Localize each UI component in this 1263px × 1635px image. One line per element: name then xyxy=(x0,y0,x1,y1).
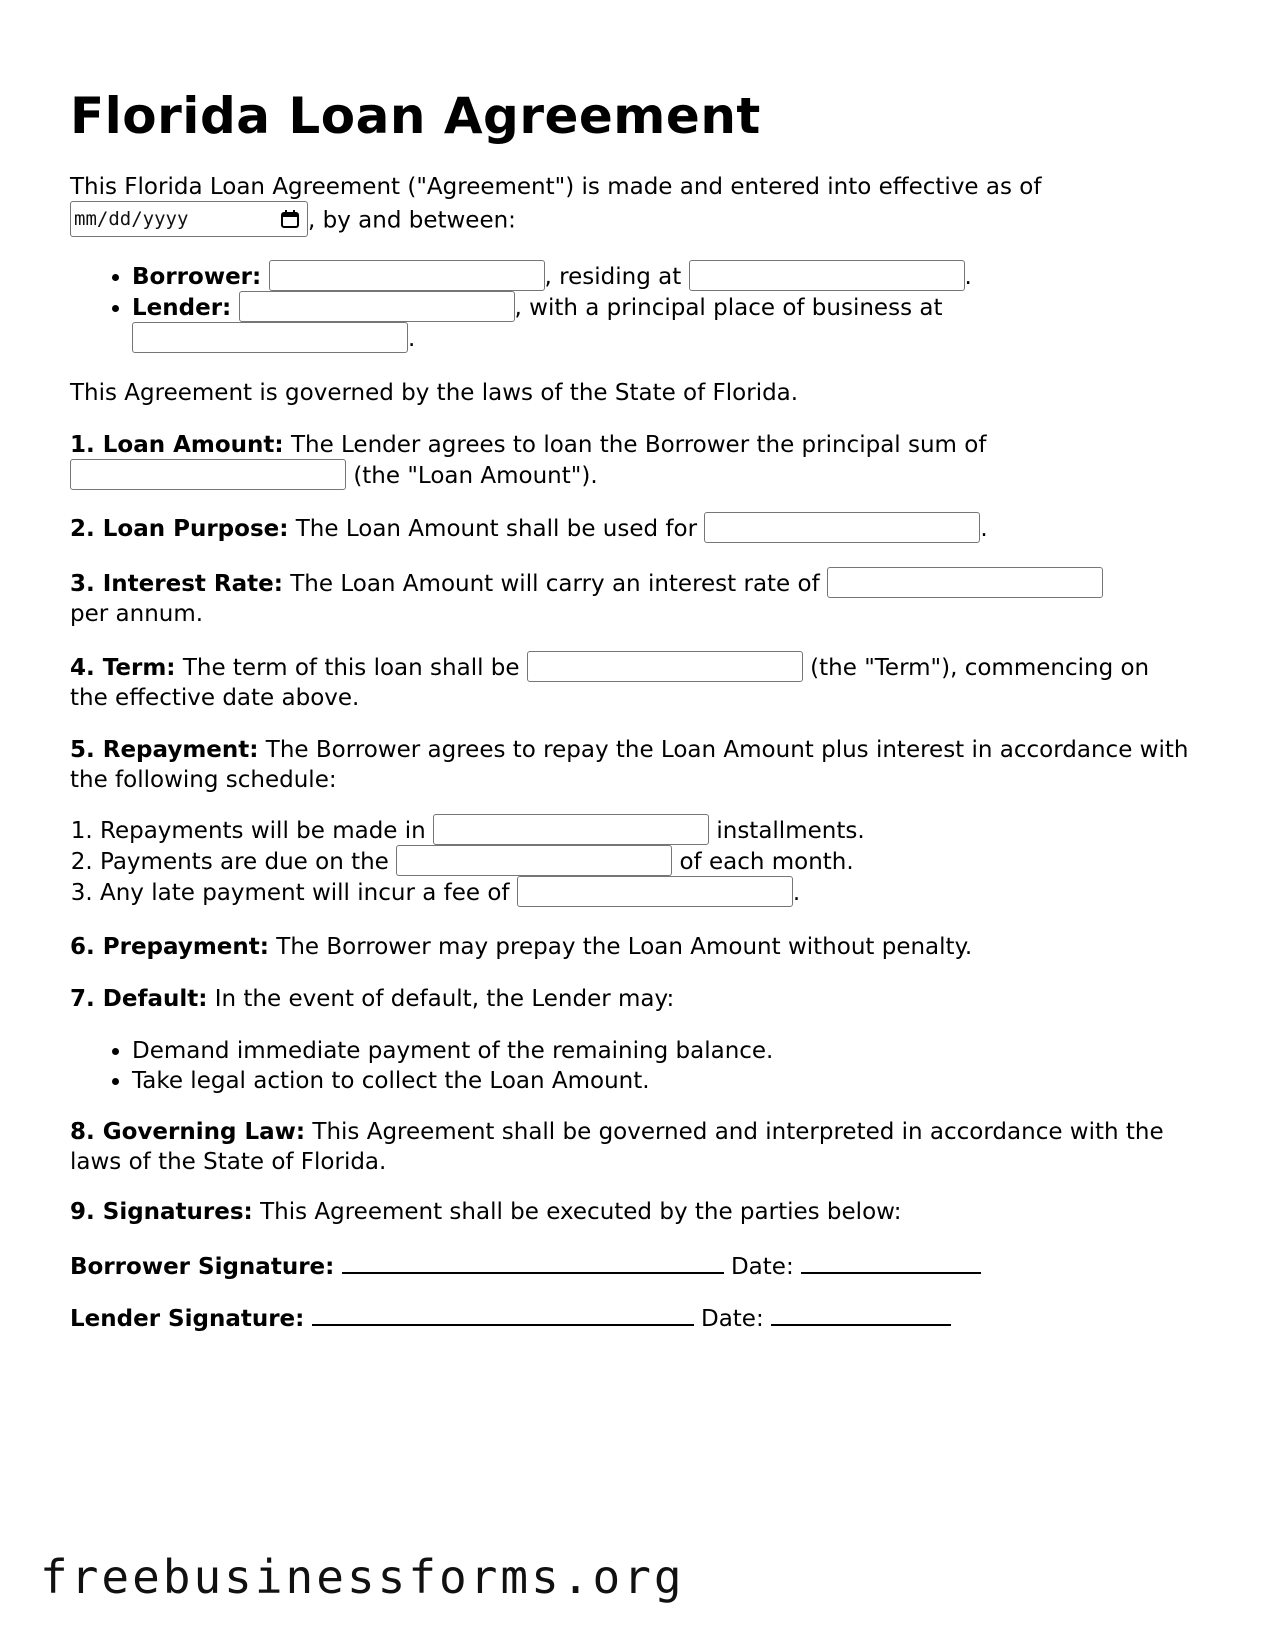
intro-after-date: , by and between: xyxy=(308,207,516,234)
list-item xyxy=(100,878,1190,909)
repayment-schedule xyxy=(70,816,1190,909)
list-item xyxy=(132,262,1190,293)
section-loan-purpose xyxy=(70,514,1190,545)
section-label: 7. Default: xyxy=(70,986,208,1012)
interest-rate-field[interactable] xyxy=(827,567,1103,598)
lender-end-text: . xyxy=(408,326,416,352)
list-item: • Demand immediate payment of the remaining balance. xyxy=(132,1037,1190,1067)
section-label: 2. Loan Purpose: xyxy=(70,516,289,542)
calendar-icon[interactable] xyxy=(279,208,301,230)
section-prepayment xyxy=(70,933,1190,963)
section-default xyxy=(70,985,1190,1015)
late-fee-field[interactable] xyxy=(517,876,793,907)
parties-list xyxy=(70,262,1190,355)
section-term xyxy=(70,653,1190,714)
list-item xyxy=(100,847,1190,878)
item-text: Payments are due on the xyxy=(100,849,389,875)
intro-paragraph xyxy=(70,173,1190,239)
item-after: . xyxy=(792,880,801,906)
borrower-signature-label: Borrower Signature: xyxy=(70,1254,335,1280)
section-repayment xyxy=(70,736,1190,796)
section-after: . xyxy=(980,516,988,542)
section-governing-law xyxy=(70,1118,1190,1178)
borrower-date-line[interactable] xyxy=(801,1250,981,1274)
lender-signature-row xyxy=(70,1302,1190,1335)
borrower-label: Borrower: xyxy=(132,264,262,290)
section-text: The term of this loan shall be xyxy=(182,655,520,681)
section-label: 3. Interest Rate: xyxy=(70,571,283,597)
section-label: 1. Loan Amount: xyxy=(70,432,284,458)
installments-field[interactable] xyxy=(433,814,709,845)
section-after: (the "Term"), commencing on the effective date above. xyxy=(70,655,1150,711)
section-text: In the event of default, the Lender may: xyxy=(214,986,675,1012)
section-after: per annum. xyxy=(70,601,204,627)
borrower-signature-line[interactable] xyxy=(342,1250,724,1274)
borrower-end-text: . xyxy=(964,264,972,290)
item-after: of each month. xyxy=(679,849,854,875)
borrower-name-field[interactable] xyxy=(269,260,545,291)
effective-date-input[interactable] xyxy=(70,201,308,237)
lender-mid-text: , with a principal place of business at xyxy=(514,295,943,321)
section-label: 9. Signatures: xyxy=(70,1199,253,1225)
item-text: Repayments will be made in xyxy=(100,818,426,844)
lender-signature-label: Lender Signature: xyxy=(70,1306,305,1332)
section-text: The Loan Amount will carry an interest rate of xyxy=(290,571,820,597)
due-day-field[interactable] xyxy=(396,845,672,876)
list-item: • Take legal action to collect the Loan Amount. xyxy=(132,1067,1190,1097)
item-after: installments. xyxy=(716,818,865,844)
section-text: This Agreement shall be executed by the parties below: xyxy=(260,1199,902,1225)
date-label: Date: xyxy=(700,1306,764,1332)
loan-amount-field[interactable] xyxy=(70,459,346,490)
section-text: The Borrower may prepay the Loan Amount without penalty. xyxy=(276,934,973,960)
lender-address-field[interactable] xyxy=(132,322,408,353)
borrower-mid-text: , residing at xyxy=(544,264,682,290)
lender-signature-line[interactable] xyxy=(312,1302,694,1326)
page-title: Florida Loan Agreement xyxy=(70,87,761,145)
section-text: This Agreement shall be governed and interpreted in accordance with the laws of the State of Florida. xyxy=(70,1119,1164,1175)
section-signatures xyxy=(70,1198,1190,1228)
term-field[interactable] xyxy=(527,651,803,682)
section-label: 8. Governing Law: xyxy=(70,1119,306,1145)
section-loan-amount xyxy=(70,431,1190,492)
item-text: Any late payment will incur a fee of xyxy=(100,880,510,906)
borrower-address-field[interactable] xyxy=(689,260,965,291)
borrower-signature-row xyxy=(70,1250,1190,1283)
governed-text: This Agreement is governed by the laws of the State of Florida. xyxy=(70,380,799,406)
intro-text: This Florida Loan Agreement ("Agreement") is made and entered into effective as of xyxy=(70,174,1042,200)
date-label: Date: xyxy=(730,1254,794,1280)
section-label: 4. Term: xyxy=(70,655,176,681)
section-interest-rate xyxy=(70,569,1190,630)
section-text: The Loan Amount shall be used for xyxy=(295,516,698,542)
footer-watermark: freebusinessforms.org xyxy=(40,1550,685,1604)
governed-paragraph xyxy=(70,379,1190,409)
lender-label: Lender: xyxy=(132,295,232,321)
date-placeholder: mm/dd/yyyy xyxy=(74,207,189,230)
list-item xyxy=(100,816,1190,847)
section-text: The Lender agrees to loan the Borrower the principal sum of xyxy=(290,432,987,458)
section-label: 5. Repayment: xyxy=(70,737,259,763)
section-after: (the "Loan Amount"). xyxy=(353,462,598,489)
section-text: The Borrower agrees to repay the Loan Amount plus interest in accordance with the following schedule: xyxy=(70,737,1189,793)
list-item xyxy=(132,293,1190,355)
lender-name-field[interactable] xyxy=(239,291,515,322)
loan-purpose-field[interactable] xyxy=(704,512,980,543)
section-label: 6. Prepayment: xyxy=(70,934,269,960)
default-actions-list xyxy=(70,1037,1190,1097)
lender-date-line[interactable] xyxy=(771,1302,951,1326)
